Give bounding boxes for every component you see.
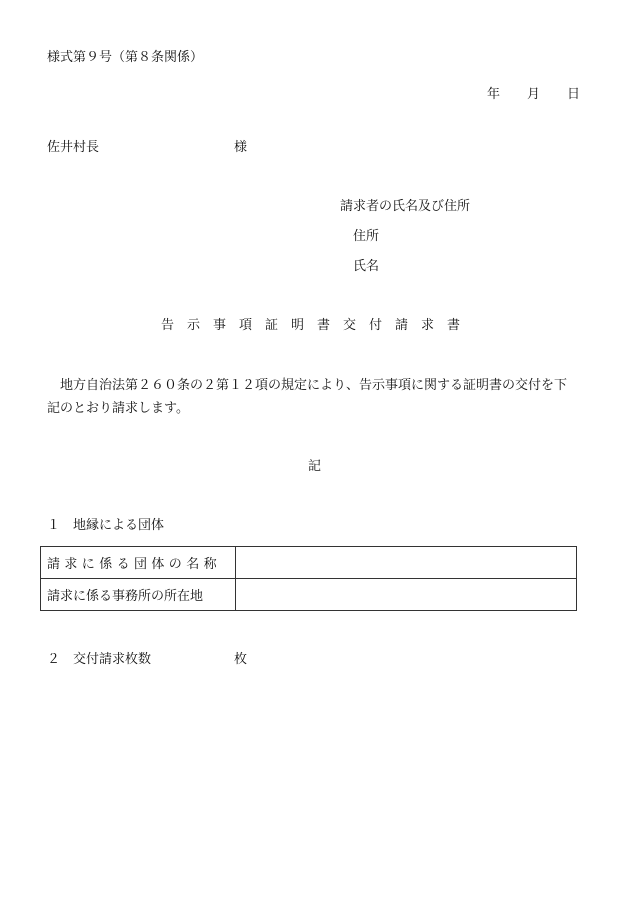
addressee-name: 佐井村長 bbox=[47, 140, 100, 155]
section1-heading: 地縁による団体 bbox=[73, 518, 165, 533]
document-title: 告示事項証明書交付請求書 bbox=[161, 318, 474, 333]
section2-label: 交付請求枚数 bbox=[73, 652, 152, 667]
body-text-line-2: 記のとおり請求します。 bbox=[47, 401, 189, 416]
table-row bbox=[41, 579, 577, 611]
date-year-label: 年 bbox=[487, 87, 501, 102]
section2-number: ２ bbox=[47, 652, 61, 667]
addressee-honorific: 様 bbox=[234, 140, 248, 155]
table-row bbox=[41, 547, 577, 579]
date-day-label: 日 bbox=[567, 87, 581, 102]
form-number: 様式第９号（第８条関係） bbox=[47, 50, 204, 65]
requester-address-label: 住所 bbox=[353, 229, 380, 244]
ki-marker: 記 bbox=[308, 459, 322, 474]
section1-number: １ bbox=[47, 518, 61, 533]
requester-heading: 請求者の氏名及び住所 bbox=[340, 199, 471, 214]
section2-unit: 枚 bbox=[234, 652, 248, 667]
group-info-table bbox=[40, 546, 577, 611]
body-text-line-1: 地方自治法第２６０条の２第１２項の規定により、告示事項に関する証明書の交付を下 bbox=[60, 378, 568, 393]
requester-name-label: 氏名 bbox=[353, 259, 380, 274]
date-month-label: 月 bbox=[527, 87, 541, 102]
office-location-field[interactable] bbox=[236, 579, 577, 611]
group-name-field[interactable] bbox=[236, 547, 577, 579]
office-location-label: 請求に係る事務所の所在地 bbox=[41, 579, 236, 611]
group-name-label: 請求に係る団体の名称 bbox=[41, 547, 236, 579]
